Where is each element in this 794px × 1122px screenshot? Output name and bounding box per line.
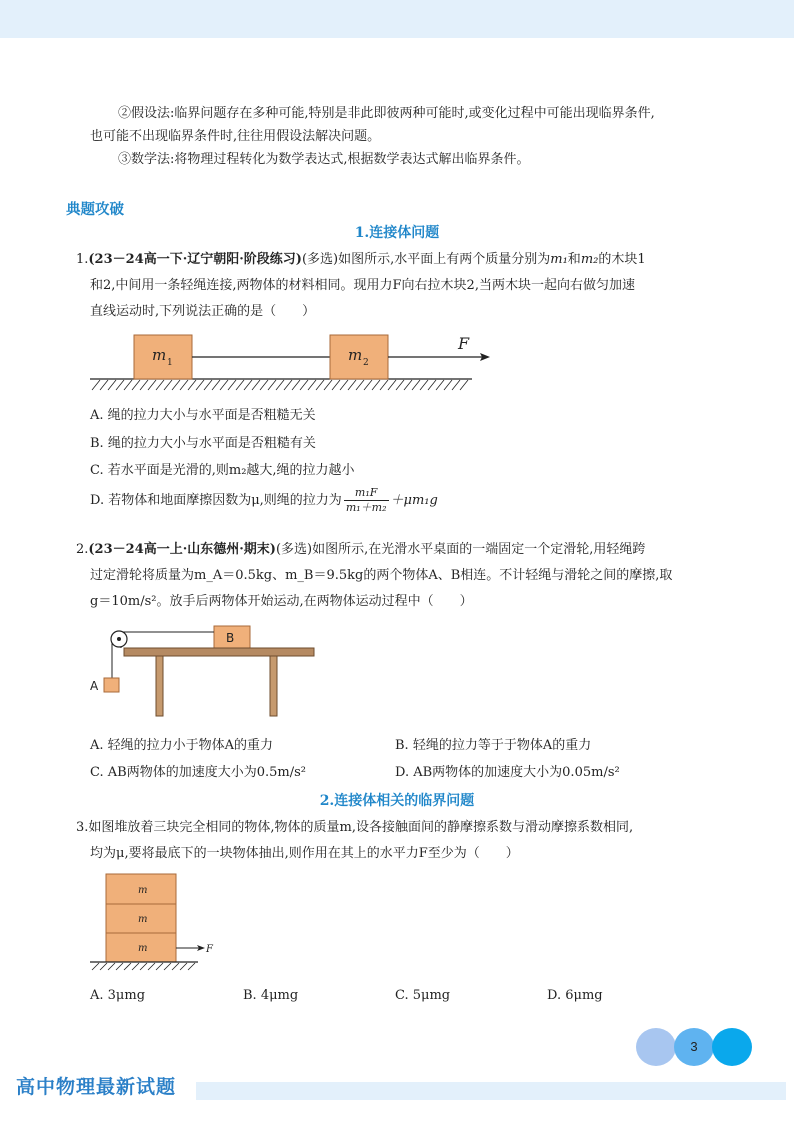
q2-line1-text: 如图所示,在光滑水平桌面的一端固定一个定滑轮,用轻绳跨 — [312, 542, 646, 557]
intro-line-2: 也可能不出现临界条件时,往往用假设法解决问题。 — [90, 129, 381, 144]
q1-option-c: C. 若水平面是光滑的,则m₂越大,绳的拉力越小 — [90, 463, 355, 478]
q1-option-d-pre: D. 若物体和地面摩擦因数为μ,则绳的拉力为 — [90, 493, 342, 508]
subsection-1-title: 1.连接体问题 — [354, 225, 440, 241]
q1-option-b: B. 绳的拉力大小与水平面是否粗糙有关 — [90, 436, 316, 451]
q1-option-d-fraction — [344, 486, 389, 515]
block-m1-subscript: 1 — [167, 358, 173, 368]
q1-source: (23－24高一下·辽宁朝阳·阶段练习) — [88, 252, 302, 267]
header-band — [0, 0, 794, 38]
q3-line-2: 均为μ,要将最底下的一块物体抽出,则作用在其上的水平力F至少为（ ） — [90, 846, 519, 861]
ground-hatch — [92, 380, 468, 390]
brand-logo-text: 高中物理最新试题 — [16, 1076, 177, 1098]
page-number: 3 — [674, 1028, 714, 1066]
q3-figure — [86, 870, 226, 974]
q1-number: 1. — [76, 252, 89, 267]
block-a — [104, 678, 119, 692]
q3-option-d: D. 6μmg — [547, 988, 603, 1003]
section-title: 典题攻破 — [66, 201, 124, 218]
block-a-label: A — [90, 679, 99, 693]
q1-m1: m₁ — [550, 252, 568, 267]
q1-line-2: 和2,中间用一条轻绳连接,两物体的材料相同。现用力F向右拉木块2,当两木块一起向右做匀加速 — [90, 278, 635, 293]
q3-option-c: C. 5μmg — [395, 988, 451, 1003]
q1-figure — [88, 330, 498, 392]
subsection-2-title: 2.连接体相关的临界问题 — [319, 793, 475, 809]
q1-line1-end: 的木块1 — [598, 252, 646, 267]
q2-option-a: A. 轻绳的拉力小于物体A的重力 — [90, 738, 274, 753]
q1-m2: m₂ — [580, 252, 599, 267]
table-leg-left — [156, 656, 163, 716]
force-label: F — [458, 334, 470, 353]
q1-line-3: 直线运动时,下列说法正确的是（ ） — [90, 304, 316, 319]
block-m2-subscript: 2 — [363, 358, 369, 368]
pulley-axle — [117, 637, 121, 641]
q2-option-c: C. AB两物体的加速度大小为0.5m/s² — [90, 765, 306, 780]
footer-band — [196, 1082, 786, 1100]
q3-line-1 — [76, 814, 633, 841]
fraction-denominator: m₁＋m₂ — [345, 501, 387, 514]
block-m2-label: m — [348, 346, 363, 364]
q2-number: 2. — [76, 542, 89, 557]
q2-option-b: B. 轻绳的拉力等于于物体A的重力 — [395, 738, 592, 753]
q2-line-1 — [76, 536, 645, 563]
q2-type: (多选) — [275, 542, 313, 557]
stack-block-middle-label: m — [138, 914, 148, 925]
q1-line-1 — [76, 246, 646, 273]
q3-line1-text: 如图堆放着三块完全相同的物体,物体的质量m,设各接触面间的静摩擦系数与滑动摩擦系数相同, — [88, 820, 634, 835]
stack-block-top-label: m — [138, 885, 148, 896]
q2-line-3: g＝10m/s²。放手后两物体开始运动,在两物体运动过程中（ ） — [90, 594, 473, 609]
q1-option-d-post: ＋μm₁g — [390, 493, 438, 508]
q3-number: 3. — [76, 820, 89, 835]
table-leg-right — [270, 656, 277, 716]
q1-line1-text: 如图所示,水平面上有两个质量分别为 — [338, 252, 551, 267]
block-m1-label: m — [152, 346, 167, 364]
table-top — [124, 648, 314, 656]
stack-block-bottom-label: m — [138, 943, 148, 954]
q3-option-a: A. 3μmg — [90, 988, 146, 1003]
q2-line-2: 过定滑轮将质量为m_A＝0.5kg、m_B＝9.5kg的两个物体A、B相连。不计轻绳与滑轮之间的摩擦,取 — [90, 568, 673, 583]
q1-type: (多选) — [301, 252, 339, 267]
intro-line-3: ③数学法:将物理过程转化为数学表达式,根据数学表达式解出临界条件。 — [118, 152, 530, 167]
pull-force-label: F — [206, 944, 213, 955]
fraction-numerator: m₁F — [344, 486, 389, 501]
q1-and: 和 — [567, 252, 581, 267]
intro-line-1: ②假设法:临界问题存在多种可能,特别是非此即彼两种可能时,或变化过程中可能出现临界条件, — [118, 106, 655, 121]
q2-source: (23－24高一上·山东德州·期末) — [88, 542, 276, 557]
page-circle-left — [636, 1028, 676, 1066]
block-b-label: B — [226, 631, 235, 645]
q1-option-d — [90, 486, 438, 515]
q2-figure — [86, 622, 326, 722]
q3-option-b: B. 4μmg — [243, 988, 299, 1003]
q3-ground-hatch — [92, 963, 195, 970]
q2-option-d: D. AB两物体的加速度大小为0.05m/s² — [395, 765, 620, 780]
q1-option-a: A. 绳的拉力大小与水平面是否粗糙无关 — [90, 408, 316, 423]
page-circle-right — [712, 1028, 752, 1066]
